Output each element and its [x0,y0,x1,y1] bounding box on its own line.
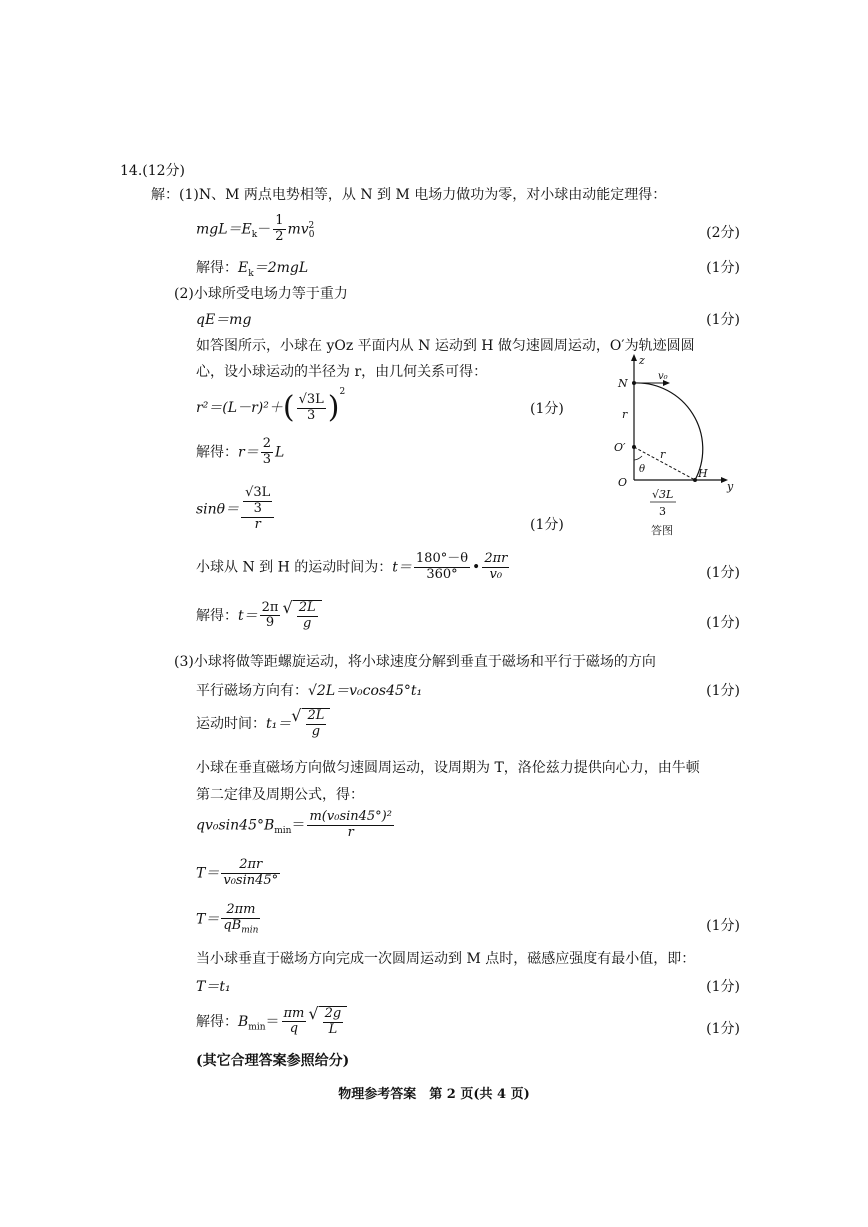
page-footer: 物理参考答案 第 2 页(共 4 页) [338,1087,530,1102]
problem-number: 14. [120,163,143,179]
sqrt: √ $\frac{2g}{L}$ [308,1006,347,1038]
diagram-caption: 答图 [651,524,673,537]
fraction: $\frac{2}{3}$ [262,436,271,467]
fraction: $\frac{2\pi r}{\text{v₀}}$ [484,551,508,582]
point-O-prime [632,445,636,449]
fraction: $\frac{2\pi r}{\text{v₀sin45°}}$ [223,857,279,888]
score-label: (1分) [706,918,740,934]
part3-T-equals-t1: T＝t₁ [196,979,231,995]
part1-equation: $mgL=E_k-$ $\frac{1}{2}$ $mv_0^2$ [196,213,315,244]
fraction: $\frac{\text{m(v₀sin45°)²}}{r}$ [309,809,392,840]
fraction: $\frac{√3L}{3}$ [298,391,324,423]
H-label: H [698,467,708,480]
v0-label: v₀ [658,371,668,382]
score-label: (1分) [706,979,740,995]
score-label: (1分) [706,260,740,276]
theta-label: θ [639,464,646,475]
part3-time: 运动时间：t₁＝ √ $\frac{2L}{g}$ [196,708,330,740]
dim-den: 3 [659,505,666,518]
score-label: (1分) [706,615,740,631]
z-axis-arrow [631,354,637,361]
part3-parallel: 平行磁场方向有：√2L＝v₀cos45°t₁ [196,683,423,699]
point-H [693,478,697,482]
fraction: $\frac{1}{2}$ [275,213,284,244]
part2-desc-line1: 如答图所示，小球在 yOz 平面内从 N 运动到 H 做匀速圆周运动，O′为轨迹圆圆 [196,338,695,354]
score-label: (1分) [530,517,564,533]
part1-result: 解得：$E_k=2mgL$ [196,260,309,279]
trajectory-diagram [606,352,746,542]
problem-header [120,160,185,180]
score-label: (1分) [706,683,740,699]
part2-radius-result: 解得：r＝ $\frac{2}{3}$ L [196,436,285,467]
part2-time-result: 解得：t＝ $\frac{2\pi}{9}$ √ $\frac{2L}{g}$ [196,600,322,632]
fraction: $\frac{180^\circ-\theta}{360^\circ}$ [415,551,469,582]
grading-note: (其它合理答案参照给分) [196,1053,350,1069]
part3-intro: (3)小球将做等距螺旋运动，将小球速度分解到垂直于磁场和平行于磁场的方向 [174,654,656,670]
part2-desc-line2: 心，设小球运动的半径为 r，由几何关系可得： [196,364,488,380]
N-label: N [618,377,628,390]
dim-num: √3L [652,488,674,501]
score-label: (1分) [530,401,564,417]
score-label: (1分) [706,312,740,328]
fraction: $\frac{2\pi}{9}$ [261,599,279,631]
part3-condition: 当小球垂直于磁场方向完成一次圆周运动到 M 点时，磁感应强度有最小值，即： [196,951,696,967]
part3-desc-line2: 第二定律及周期公式，得： [196,787,364,803]
O-label: O [618,476,628,489]
point-N [632,381,636,385]
score-label: (2分) [706,225,740,241]
part3-lorentz-equation: $qv_0\sin 45^\circ B_{min}=$ $\frac{\text{m(v₀sin45°)²}}{r}$ [196,809,392,840]
fraction: $\frac{\pi m}{q}$ [283,1005,305,1037]
part1-intro: 解：(1)N、M 两点电势相等，从 N 到 M 电场力做功为零，对小球由动能定理得： [151,187,667,203]
part2-time-equation: 小球从 N 到 H 的运动时间为：t＝ $\frac{180^\circ-\theta}{360^\circ}$ • $\frac{2\pi r}{\text{v₀}}$ [196,551,508,582]
r-diag-label: r [660,448,666,461]
part3-period-2: T＝ $\frac{2\pi m}{qB_{min}}$ [196,902,259,936]
theta-arc [634,456,642,460]
fraction: $\frac{2\pi m}{qB_{min}}$ [223,902,259,936]
r-left-label: r [622,408,628,421]
part3-final-result: 解得：$B_{min}=$ $\frac{\pi m}{q}$ √ $\frac{2g}{L}$ [196,1006,347,1038]
score-label: (1分) [706,1021,740,1037]
O-prime-label: O′ [614,441,626,454]
part2-geometry-equation: r²＝(L－r)²＋( $\frac{√3L}{3}$ )$^2$ [196,387,346,425]
problem-score: (12分) [142,163,186,179]
score-label: (1分) [706,565,740,581]
part2-intro: (2)小球所受电场力等于重力 [174,286,348,302]
compound-fraction: $\frac{\frac{√3L}{3}}{r}$ [241,486,274,533]
part2-sin-equation: sinθ＝ $\frac{\frac{√3L}{3}}{r}$ [196,486,276,533]
y-label: y [727,480,734,493]
z-label: z [639,354,645,367]
part3-period-1: T＝ $\frac{2\pi r}{\text{v₀sin45°}}$ [196,857,279,888]
part3-desc-line1: 小球在垂直磁场方向做匀速圆周运动，设周期为 T，洛伦兹力提供向心力，由牛顿 [196,760,700,776]
sqrt: √ $\frac{2L}{g}$ [291,708,330,740]
sqrt: √ $\frac{2L}{g}$ [282,600,321,632]
part2-eq-qe: qE＝mg [196,312,252,328]
